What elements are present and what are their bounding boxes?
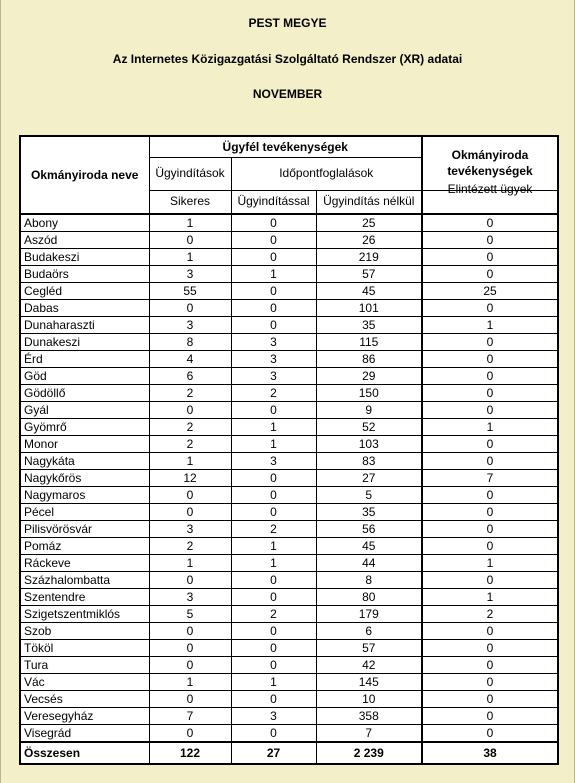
cell-with-case-start: 0 (231, 657, 316, 674)
cell-office-name: Szob (20, 623, 149, 640)
table-row (20, 657, 558, 674)
cell-without-case-start: 56 (316, 521, 422, 538)
cell-completed: 2 (422, 606, 558, 623)
cell-office-name: Gyömrő (20, 419, 149, 436)
table-row (20, 674, 558, 691)
cell-successful: 8 (149, 334, 231, 351)
cell-office-name: Vecsés (20, 691, 149, 708)
cell-without-case-start: 80 (316, 589, 422, 606)
cell-office-name: Abony (20, 214, 149, 232)
cell-with-case-start: 0 (231, 623, 316, 640)
cell-successful: 5 (149, 606, 231, 623)
cell-with-case-start: 1 (231, 555, 316, 572)
cell-without-case-start: 101 (316, 300, 422, 317)
cell-successful: 1 (149, 249, 231, 266)
table-row (20, 334, 558, 351)
cell-completed: 0 (422, 232, 558, 249)
cell-office-name: Budakeszi (20, 249, 149, 266)
cell-completed: 0 (422, 657, 558, 674)
cell-successful: 1 (149, 453, 231, 470)
cell-with-case-start: 0 (231, 317, 316, 334)
cell-office-name: Dunaharaszti (20, 317, 149, 334)
cell-with-case-start: 1 (231, 436, 316, 453)
cell-office-name: Pomáz (20, 538, 149, 555)
cell-with-case-start: 0 (231, 249, 316, 266)
page-subtitle: Az Internetes Közigazgatási Szolgáltató Rendszer (XR) adatai (112, 52, 463, 66)
cell-without-case-start: 358 (316, 708, 422, 725)
cell-office-name: Nagykőrös (20, 470, 149, 487)
cell-completed: 0 (422, 300, 558, 317)
cell-without-case-start: 83 (316, 453, 422, 470)
cell-office-name: Vác (20, 674, 149, 691)
cell-successful: 2 (149, 385, 231, 402)
cell-successful: 0 (149, 300, 231, 317)
table-row (20, 572, 558, 589)
table-row (20, 266, 558, 283)
cell-office-name: Budaörs (20, 266, 149, 283)
cell-with-case-start: 0 (231, 214, 316, 232)
cell-with-case-start: 1 (231, 419, 316, 436)
cell-completed: 0 (422, 266, 558, 283)
cell-without-case-start: 7 (316, 725, 422, 743)
cell-completed: 7 (422, 470, 558, 487)
cell-with-case-start: 0 (231, 725, 316, 743)
cell-completed: 0 (422, 334, 558, 351)
cell-office-name: Százhalombatta (20, 572, 149, 589)
cell-completed: 25 (422, 283, 558, 300)
cell-with-case-start: 3 (231, 708, 316, 725)
table-row (20, 283, 558, 300)
cell-successful: 1 (149, 555, 231, 572)
cell-without-case-start: 27 (316, 470, 422, 487)
cell-office-name: Dunakeszi (20, 334, 149, 351)
cell-without-case-start: 44 (316, 555, 422, 572)
cell-with-case-start: 3 (231, 368, 316, 385)
cell-completed: 0 (422, 572, 558, 589)
cell-with-case-start: 0 (231, 470, 316, 487)
table-row (20, 470, 558, 487)
cell-completed: 1 (422, 555, 558, 572)
cell-completed: 1 (422, 419, 558, 436)
cell-office-name: Monor (20, 436, 149, 453)
cell-with-case-start: 1 (231, 266, 316, 283)
table-row (20, 385, 558, 402)
cell-without-case-start: 29 (316, 368, 422, 385)
cell-successful: 2 (149, 538, 231, 555)
cell-without-case-start: 35 (316, 504, 422, 521)
cell-office-name: Ráckeve (20, 555, 149, 572)
cell-successful: 0 (149, 725, 231, 743)
cell-with-case-start: 0 (231, 283, 316, 300)
cell-with-case-start: 3 (231, 334, 316, 351)
cell-without-case-start: 35 (316, 317, 422, 334)
cell-successful: 0 (149, 657, 231, 674)
header-completed-cases: Elintézett ügyek (422, 190, 558, 214)
cell-without-case-start: 45 (316, 283, 422, 300)
cell-without-case-start: 179 (316, 606, 422, 623)
table-row (20, 453, 558, 470)
table-row (20, 249, 558, 266)
cell-without-case-start: 219 (316, 249, 422, 266)
cell-without-case-start: 150 (316, 385, 422, 402)
table-row (20, 487, 558, 504)
cell-successful: 3 (149, 589, 231, 606)
cell-with-case-start: 0 (231, 504, 316, 521)
header-client-activities: Ügyfél tevékenységek (149, 136, 422, 158)
cell-office-name: Nagymaros (20, 487, 149, 504)
cell-office-name: Visegrád (20, 725, 149, 743)
cell-without-case-start: 5 (316, 487, 422, 504)
cell-successful: 1 (149, 214, 231, 232)
cell-completed: 0 (422, 538, 558, 555)
cell-successful: 6 (149, 368, 231, 385)
cell-office-name: Cegléd (20, 283, 149, 300)
table-row (20, 521, 558, 538)
cell-completed: 0 (422, 504, 558, 521)
cell-completed: 0 (422, 674, 558, 691)
table-row (20, 368, 558, 385)
cell-with-case-start: 0 (231, 232, 316, 249)
cell-successful: 55 (149, 283, 231, 300)
cell-without-case-start: 103 (316, 436, 422, 453)
table-body (20, 214, 558, 742)
cell-office-name: Pilisvörösvár (20, 521, 149, 538)
cell-without-case-start: 10 (316, 691, 422, 708)
cell-successful: 2 (149, 436, 231, 453)
table-row (20, 436, 558, 453)
cell-successful: 4 (149, 351, 231, 368)
cell-with-case-start: 0 (231, 300, 316, 317)
cell-completed: 0 (422, 708, 558, 725)
table-row (20, 300, 558, 317)
total-label: Összesen (20, 742, 149, 764)
cell-office-name: Tura (20, 657, 149, 674)
table-row (20, 606, 558, 623)
cell-office-name: Veresegyház (20, 708, 149, 725)
table-row (20, 725, 558, 743)
header-successful: Sikeres (149, 190, 231, 214)
cell-successful: 0 (149, 402, 231, 419)
cell-completed: 0 (422, 691, 558, 708)
cell-successful: 12 (149, 470, 231, 487)
cell-without-case-start: 9 (316, 402, 422, 419)
cell-successful: 7 (149, 708, 231, 725)
cell-office-name: Szentendre (20, 589, 149, 606)
cell-without-case-start: 115 (316, 334, 422, 351)
cell-office-name: Nagykáta (20, 453, 149, 470)
table-row (20, 691, 558, 708)
cell-completed: 1 (422, 317, 558, 334)
cell-completed: 0 (422, 214, 558, 232)
header-with-case-start: Ügyindítással (231, 190, 316, 214)
cell-completed: 0 (422, 623, 558, 640)
cell-office-name: Göd (20, 368, 149, 385)
page-title: PEST MEGYE (248, 16, 327, 30)
cell-without-case-start: 57 (316, 266, 422, 283)
cell-successful: 3 (149, 317, 231, 334)
cell-with-case-start: 0 (231, 402, 316, 419)
cell-completed: 0 (422, 385, 558, 402)
cell-successful: 0 (149, 232, 231, 249)
table-row (20, 232, 558, 249)
cell-completed: 0 (422, 640, 558, 657)
table-row (20, 589, 558, 606)
table-row (20, 351, 558, 368)
cell-without-case-start: 6 (316, 623, 422, 640)
cell-without-case-start: 25 (316, 214, 422, 232)
cell-without-case-start: 8 (316, 572, 422, 589)
cell-with-case-start: 1 (231, 674, 316, 691)
cell-office-name: Tököl (20, 640, 149, 657)
cell-with-case-start: 2 (231, 385, 316, 402)
cell-office-name: Aszód (20, 232, 149, 249)
table-row (20, 402, 558, 419)
total-row (20, 742, 558, 764)
cell-completed: 0 (422, 453, 558, 470)
header-appointments: Időpontfoglalások (231, 158, 422, 190)
cell-office-name: Érd (20, 351, 149, 368)
cell-completed: 0 (422, 249, 558, 266)
cell-successful: 0 (149, 487, 231, 504)
header-office-activities: Okmányiroda tevékenységek (422, 136, 558, 190)
cell-successful: 0 (149, 572, 231, 589)
total-without-case-start: 2 239 (316, 742, 422, 764)
cell-office-name: Gödöllő (20, 385, 149, 402)
cell-without-case-start: 45 (316, 538, 422, 555)
cell-completed: 0 (422, 725, 558, 743)
table-row (20, 708, 558, 725)
table-row (20, 504, 558, 521)
cell-completed: 0 (422, 351, 558, 368)
table-row (20, 317, 558, 334)
cell-completed: 0 (422, 521, 558, 538)
table-row (20, 640, 558, 657)
total-with-case-start: 27 (231, 742, 316, 764)
total-completed: 38 (422, 742, 558, 764)
cell-office-name: Szigetszentmiklós (20, 606, 149, 623)
cell-with-case-start: 2 (231, 521, 316, 538)
cell-successful: 0 (149, 623, 231, 640)
cell-with-case-start: 2 (231, 606, 316, 623)
header-office-name: Okmányiroda neve (20, 136, 149, 214)
cell-office-name: Pécel (20, 504, 149, 521)
cell-completed: 0 (422, 487, 558, 504)
cell-with-case-start: 0 (231, 572, 316, 589)
cell-with-case-start: 0 (231, 691, 316, 708)
cell-successful: 0 (149, 640, 231, 657)
cell-without-case-start: 86 (316, 351, 422, 368)
cell-office-name: Gyál (20, 402, 149, 419)
cell-without-case-start: 26 (316, 232, 422, 249)
cell-with-case-start: 3 (231, 453, 316, 470)
cell-without-case-start: 52 (316, 419, 422, 436)
cell-successful: 1 (149, 674, 231, 691)
table-row (20, 623, 558, 640)
table-row (20, 214, 558, 232)
table-row (20, 538, 558, 555)
cell-successful: 3 (149, 266, 231, 283)
cell-without-case-start: 57 (316, 640, 422, 657)
statistics-table (19, 135, 559, 765)
cell-completed: 1 (422, 589, 558, 606)
header-without-case-start: Ügyindítás nélkül (316, 190, 422, 214)
total-successful: 122 (149, 742, 231, 764)
cell-completed: 0 (422, 402, 558, 419)
cell-with-case-start: 0 (231, 487, 316, 504)
cell-successful: 2 (149, 419, 231, 436)
header-case-starts: Ügyindítások (149, 158, 231, 190)
table-row (20, 555, 558, 572)
cell-without-case-start: 42 (316, 657, 422, 674)
cell-completed: 0 (422, 368, 558, 385)
cell-completed: 0 (422, 436, 558, 453)
table-row (20, 419, 558, 436)
cell-office-name: Dabas (20, 300, 149, 317)
cell-with-case-start: 3 (231, 351, 316, 368)
cell-with-case-start: 1 (231, 538, 316, 555)
cell-successful: 3 (149, 521, 231, 538)
month-label: NOVEMBER (252, 87, 323, 101)
cell-without-case-start: 145 (316, 674, 422, 691)
cell-with-case-start: 0 (231, 589, 316, 606)
cell-with-case-start: 0 (231, 640, 316, 657)
cell-successful: 0 (149, 691, 231, 708)
cell-successful: 0 (149, 504, 231, 521)
